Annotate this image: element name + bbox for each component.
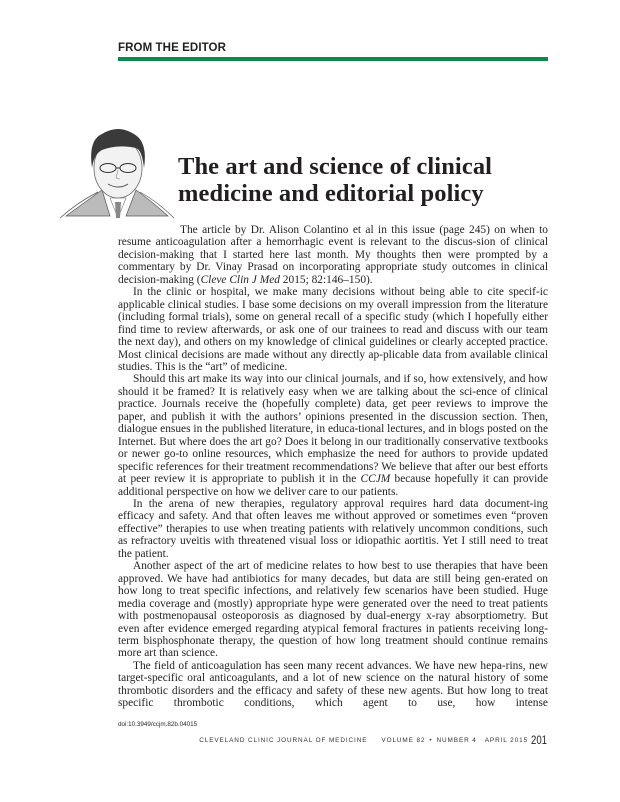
editor-portrait-icon bbox=[58, 120, 176, 220]
paragraph-1 bbox=[118, 224, 548, 286]
paragraph-4: In the arena of new therapies, regulatory approval requires hard data document-ing efficacy and safety. And that often leaves me without approved or sometimes even “proven effective” therapies to use when treating patients with relatively uncommon conditions, such as refractory uveitis with threatened visual loss or idiopathic aortitis. Yet I still need to treat the patient. bbox=[118, 497, 548, 560]
bullet-separator: • bbox=[429, 737, 433, 744]
issue-date: APRIL 2015 bbox=[484, 737, 528, 744]
journal-footer bbox=[199, 737, 528, 744]
journal-citation: Cleve Clin J Med bbox=[200, 273, 280, 286]
title-line-1: The art and science of clinical bbox=[178, 153, 493, 180]
journal-name: CCJM bbox=[360, 473, 391, 486]
page-number: 201 bbox=[530, 733, 547, 747]
paragraph-text: because hopefully it can provide additional perspective on how we deliver care to our patients. bbox=[118, 473, 549, 498]
paragraph-text: Should this art make its way into our clinical journals, and if so, how extensively, and how should it be framed? It is relatively easy when we are talking about the sci-ence of clinical practice. Journals receive the (hopefully complete) data, get peer reviews to improve the paper, and publish it with the authors’ opinions presented in the discussion section. Then, dialogue ensues in the published literature, in educa-tional lectures, and in blogs posted on the Internet. But where does the art go? Does it belong in our traditionally conservative textbooks or newer go-to online resources, which emphasize the need for authors to provide updated specific references for their treatment recommendations? We believe that after our best efforts at peer review it is appropriate to publish it in the bbox=[118, 373, 548, 486]
paragraph-6: The field of anticoagulation has seen many recent advances. We have new hepa-rins, new target-specific oral anticoagulants, and a lot of new science on the natural history of some thrombotic disorders and the efficacy and safety of these new agents. But how long to treat specific thrombotic conditions, which agent to use, how intense bbox=[118, 659, 548, 710]
paragraph-5: Another aspect of the art of medicine relates to how best to use therapies that have been approved. We have had antibiotics for many decades, but data are still being gen-erated on how long to treat specific infections, and relatively few scenarios have been studied. Huge media coverage and (mostly) appropriate hype were generated over the need to treat patients with postmenopausal osteoporosis as diagnosed by dual-energy x-ray absorptiometry. But even after evidence emerged regarding atypical femoral fractures in patients receiving long-term bisphosphonate therapy, the question of how long treatment should continue remains more art than science. bbox=[118, 560, 548, 660]
paragraph-3 bbox=[118, 373, 548, 498]
article-body bbox=[118, 224, 548, 710]
section-rule bbox=[118, 57, 548, 61]
article-title bbox=[178, 153, 492, 207]
volume: VOLUME 82 bbox=[381, 737, 426, 744]
paragraph-text: The article by Dr. Alison Colantino et al in this issue (page 245) on when to resume anticoagulation after a hemorrhagic event is relevant to the discus-sion of clinical decision-making that I started here last month. My thoughts then were prompted by a commentary by Dr. Vinay Prasad on incorporating appropriate study outcomes in clinical decision-making ( bbox=[118, 224, 548, 286]
doi: doi:10.3949/ccjm.82b.04015 bbox=[118, 721, 198, 728]
paragraph-2: In the clinic or hospital, we make many decisions without being able to cite specif-ic applicable clinical studies. I base some decisions on my overall impression from the literature (including formal trials), some on general recall of a specific study (which I hopefully either find time to review afterwards, or ask one of our trainees to read and discuss with our team the next day), and others on my knowledge of clinical guidelines or clearly accepted practice. Most clinical decisions are made without any directly ap-plicable data from available clinical studies. This is the “art” of medicine. bbox=[118, 286, 548, 373]
section-label: FROM THE EDITOR bbox=[118, 42, 226, 54]
title-line-2: medicine and editorial policy bbox=[178, 180, 484, 207]
journal-name: CLEVELAND CLINIC JOURNAL OF MEDICINE bbox=[199, 737, 368, 744]
paragraph-text: 2015; 82:146–150). bbox=[279, 273, 373, 286]
issue-number: NUMBER 4 bbox=[436, 737, 477, 744]
